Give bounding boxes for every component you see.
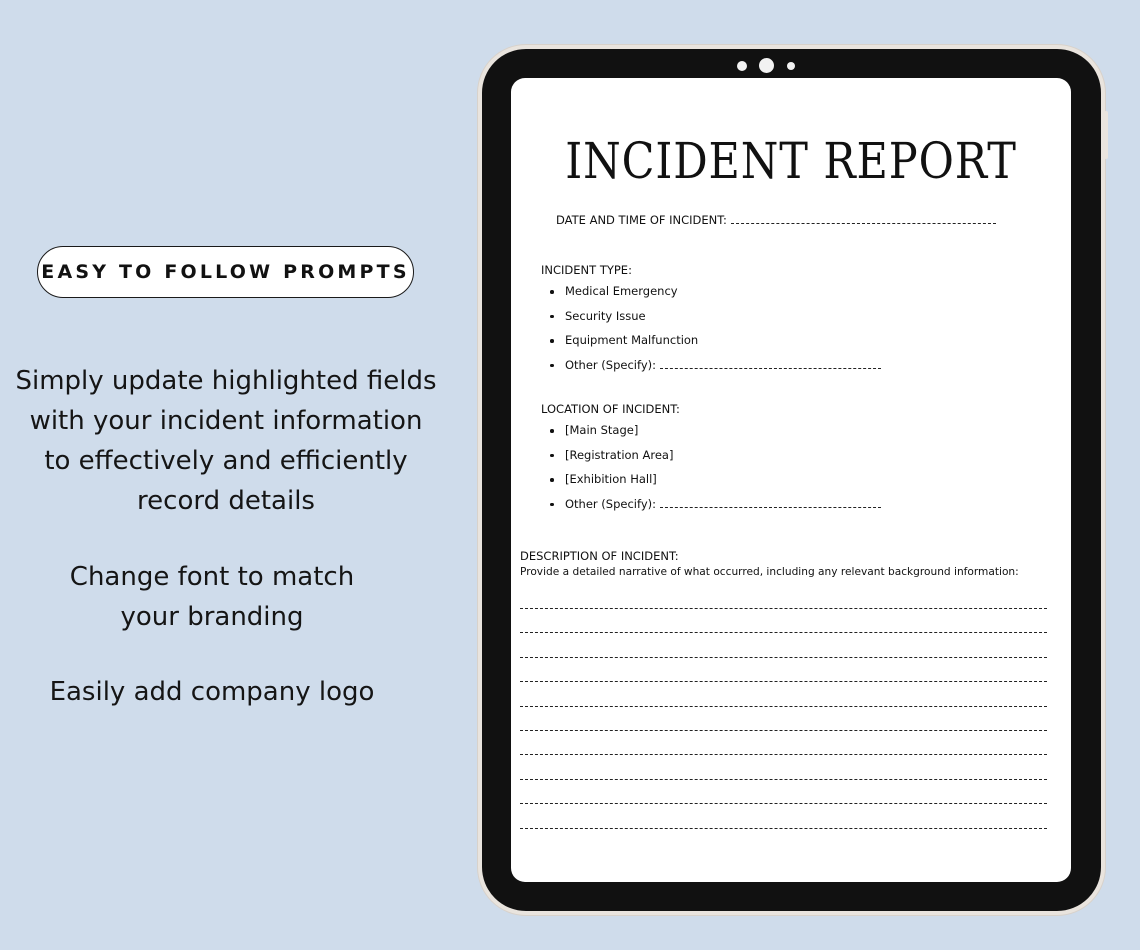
description-writing-lines[interactable]: [520, 608, 1047, 852]
writing-line[interactable]: [520, 608, 1047, 631]
writing-line[interactable]: [520, 803, 1047, 826]
list-item: [Registration Area]: [541, 448, 881, 473]
list-item: [Exhibition Hall]: [541, 472, 881, 497]
list-item: Equipment Malfunction: [541, 333, 881, 358]
writing-line[interactable]: [520, 828, 1047, 851]
tablet-side-button: [1104, 111, 1108, 159]
location-list: [541, 423, 881, 521]
promo-text-change-font: Change font to match your branding: [69, 562, 355, 632]
writing-line[interactable]: [520, 730, 1047, 753]
writing-line[interactable]: [520, 681, 1047, 704]
incident-type-label: INCIDENT TYPE:: [541, 263, 632, 277]
document-title: INCIDENT REPORT: [565, 132, 1017, 190]
datetime-blank-line[interactable]: [731, 214, 996, 224]
datetime-field[interactable]: [556, 213, 996, 227]
prompts-badge: EASY TO FOLLOW PROMPTS: [37, 246, 414, 298]
list-item: [Main Stage]: [541, 423, 881, 448]
location-label: LOCATION OF INCIDENT:: [541, 402, 680, 416]
incident-type-list: [541, 284, 881, 382]
promo-text-update-fields: Simply update highlighted fields with your incident information to effectively and efficiently record details: [15, 366, 437, 516]
datetime-label: DATE AND TIME OF INCIDENT:: [556, 213, 727, 227]
tablet-device: [478, 45, 1105, 915]
list-item: Other (Specify):: [541, 497, 881, 522]
camera-lens: [759, 58, 774, 73]
description-prompt: Provide a detailed narrative of what occurred, including any relevant background information:: [520, 566, 1019, 578]
list-item: Other (Specify):: [541, 358, 881, 383]
promo-text-add-logo: Easily add company logo: [49, 677, 375, 707]
camera-dot-left: [737, 61, 747, 71]
other-location-blank-line[interactable]: [660, 498, 881, 508]
other-type-blank-line[interactable]: [660, 359, 881, 369]
camera-dot-right: [787, 62, 795, 70]
writing-line[interactable]: [520, 657, 1047, 680]
writing-line[interactable]: [520, 754, 1047, 777]
document-page: [511, 78, 1071, 882]
writing-line[interactable]: [520, 632, 1047, 655]
writing-line[interactable]: [520, 779, 1047, 802]
description-label: DESCRIPTION OF INCIDENT:: [520, 549, 679, 563]
list-item: Medical Emergency: [541, 284, 881, 309]
list-item: Security Issue: [541, 309, 881, 334]
writing-line[interactable]: [520, 706, 1047, 729]
